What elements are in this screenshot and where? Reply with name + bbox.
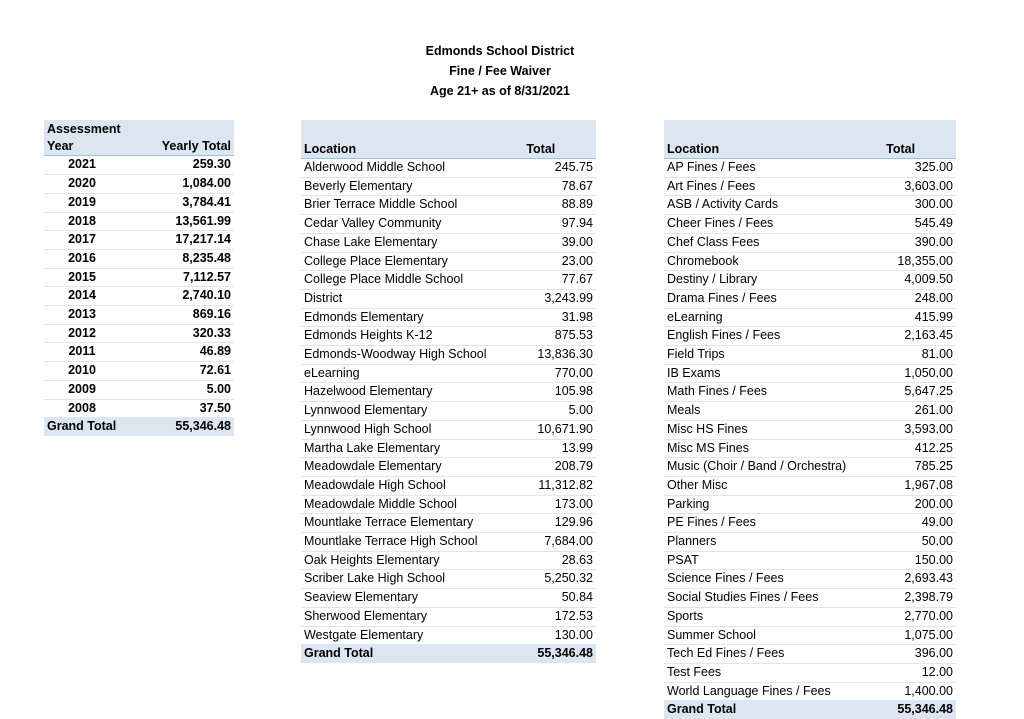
location-row: [301, 439, 596, 458]
assessment-header: Assessment: [44, 120, 234, 138]
location-row: [301, 420, 596, 439]
year-cell: 2009: [44, 380, 120, 399]
location-total-cell: 7,684.00: [523, 533, 596, 552]
fee-name-cell: Field Trips: [664, 346, 883, 365]
report-subtitle: Fine / Fee Waiver: [449, 64, 551, 78]
location-name-cell: Lynnwood High School: [301, 420, 523, 439]
location-row: [301, 383, 596, 402]
fee-total-cell: 2,770.00: [883, 607, 956, 626]
year-row: [44, 343, 234, 362]
fee-row: [664, 364, 956, 383]
location-name-cell: Oak Heights Elementary: [301, 551, 523, 570]
grand-total-value: 55,346.48: [883, 701, 956, 719]
fee-total-cell: 785.25: [883, 458, 956, 477]
location-name-cell: eLearning: [301, 364, 523, 383]
fee-total-cell: 2,163.45: [883, 327, 956, 346]
report-title: Edmonds School District: [425, 44, 575, 58]
year-cell: 2021: [44, 156, 120, 175]
fee-row: [664, 402, 956, 421]
fee-total-cell: 1,075.00: [883, 626, 956, 645]
year-row: [44, 268, 234, 287]
fee-name-cell: PE Fines / Fees: [664, 514, 883, 533]
fee-name-cell: Misc HS Fines: [664, 420, 883, 439]
fee-row: [664, 346, 956, 365]
yearly-total-column-header: Yearly Total: [120, 138, 234, 156]
fee-row: [664, 271, 956, 290]
location-row: [301, 196, 596, 215]
location-total-cell: 129.96: [523, 514, 596, 533]
fee-total-cell: 3,593.00: [883, 420, 956, 439]
location-row: [301, 476, 596, 495]
location-total-cell: 770.00: [523, 364, 596, 383]
location-name-cell: Meadowdale High School: [301, 476, 523, 495]
fee-total-cell: 415.99: [883, 308, 956, 327]
yearly-total-cell: 869.16: [120, 306, 234, 325]
grand-total-row: [44, 418, 234, 436]
location-name-cell: Lynnwood Elementary: [301, 402, 523, 421]
fee-row: [664, 551, 956, 570]
fee-row: [664, 495, 956, 514]
fee-total-cell: 200.00: [883, 495, 956, 514]
location-total-cell: 77.67: [523, 271, 596, 290]
grand-total-label: Grand Total: [301, 645, 523, 663]
fee-name-cell: Meals: [664, 402, 883, 421]
location-row: [301, 533, 596, 552]
year-column-header: Year: [44, 138, 120, 156]
location-name-cell: Mountlake Terrace High School: [301, 533, 523, 552]
year-cell: 2016: [44, 249, 120, 268]
fee-row: [664, 327, 956, 346]
fee-total-cell: 50.00: [883, 533, 956, 552]
fee-name-cell: Planners: [664, 533, 883, 552]
location-name-cell: Meadowdale Elementary: [301, 458, 523, 477]
fee-name-cell: Parking: [664, 495, 883, 514]
fee-total-cell: 81.00: [883, 346, 956, 365]
yearly-total-cell: 5.00: [120, 380, 234, 399]
fee-row: [664, 383, 956, 402]
fee-name-cell: World Language Fines / Fees: [664, 682, 883, 701]
year-cell: 2020: [44, 175, 120, 194]
year-row: [44, 175, 234, 194]
location-name-cell: Edmonds Heights K-12: [301, 327, 523, 346]
yearly-total-cell: 8,235.48: [120, 249, 234, 268]
fee-row: [664, 215, 956, 234]
location-name-cell: Sherwood Elementary: [301, 607, 523, 626]
location-row: [301, 589, 596, 608]
location-row: [301, 458, 596, 477]
year-cell: 2018: [44, 212, 120, 231]
fee-name-cell: Chromebook: [664, 252, 883, 271]
fee-name-cell: IB Exams: [664, 364, 883, 383]
year-cell: 2013: [44, 306, 120, 325]
location-row: [301, 289, 596, 308]
fee-row: [664, 570, 956, 589]
location-row: [301, 626, 596, 645]
fee-row: [664, 196, 956, 215]
location-total-cell: 39.00: [523, 233, 596, 252]
fee-row: [664, 177, 956, 196]
location-total-cell: 5.00: [523, 402, 596, 421]
fee-row: [664, 308, 956, 327]
fee-name-cell: AP Fines / Fees: [664, 159, 883, 178]
yearly-total-cell: 1,084.00: [120, 175, 234, 194]
location-total-cell: 3,243.99: [523, 289, 596, 308]
location-name-cell: Beverly Elementary: [301, 177, 523, 196]
yearly-total-cell: 7,112.57: [120, 268, 234, 287]
year-cell: 2017: [44, 231, 120, 250]
yearly-total-cell: 17,217.14: [120, 231, 234, 250]
fee-name-cell: Misc MS Fines: [664, 439, 883, 458]
year-cell: 2019: [44, 193, 120, 212]
fee-total-cell: 396.00: [883, 645, 956, 664]
year-row: [44, 193, 234, 212]
fee-total-column-header: Total: [883, 120, 956, 159]
location-row: [301, 327, 596, 346]
location-total-cell: 13,836.30: [523, 346, 596, 365]
location-row: [301, 607, 596, 626]
location-row: [301, 346, 596, 365]
fee-name-cell: Summer School: [664, 626, 883, 645]
location-total-cell: 50.84: [523, 589, 596, 608]
fee-total-cell: 2,693.43: [883, 570, 956, 589]
year-row: [44, 399, 234, 418]
location-name-cell: Hazelwood Elementary: [301, 383, 523, 402]
grand-total-value: 55,346.48: [523, 645, 596, 663]
fee-row: [664, 289, 956, 308]
location-row: [301, 233, 596, 252]
yearly-total-cell: 13,561.99: [120, 212, 234, 231]
location-name-cell: Cedar Valley Community: [301, 215, 523, 234]
fee-name-cell: Social Studies Fines / Fees: [664, 589, 883, 608]
fee-name-cell: Music (Choir / Band / Orchestra): [664, 458, 883, 477]
location-total-table: [301, 120, 596, 663]
fee-location-column-header: Location: [664, 120, 883, 159]
location-total-cell: 875.53: [523, 327, 596, 346]
location-total-cell: 245.75: [523, 159, 596, 178]
fee-total-cell: 2,398.79: [883, 589, 956, 608]
fee-total-cell: 1,400.00: [883, 682, 956, 701]
location-row: [301, 308, 596, 327]
year-cell: 2011: [44, 343, 120, 362]
year-cell: 2010: [44, 362, 120, 381]
fee-total-cell: 1,050.00: [883, 364, 956, 383]
location-total-cell: 31.98: [523, 308, 596, 327]
fee-row: [664, 663, 956, 682]
fee-name-cell: Other Misc: [664, 476, 883, 495]
location-row: [301, 364, 596, 383]
grand-total-value: 55,346.48: [120, 418, 234, 436]
yearly-total-cell: 3,784.41: [120, 193, 234, 212]
year-row: [44, 380, 234, 399]
report-date-line: Age 21+ as of 8/31/2021: [429, 84, 571, 98]
fee-total-cell: 3,603.00: [883, 177, 956, 196]
fee-total-cell: 18,355.00: [883, 252, 956, 271]
fee-name-cell: Tech Ed Fines / Fees: [664, 645, 883, 664]
location-row: [301, 402, 596, 421]
assessment-year-table: [44, 120, 234, 436]
yearly-total-cell: 46.89: [120, 343, 234, 362]
fee-row: [664, 514, 956, 533]
year-row: [44, 249, 234, 268]
fee-total-cell: 545.49: [883, 215, 956, 234]
fee-name-cell: Destiny / Library: [664, 271, 883, 290]
fee-row: [664, 476, 956, 495]
location-total-cell: 10,671.90: [523, 420, 596, 439]
fee-row: [664, 233, 956, 252]
location-total-cell: 173.00: [523, 495, 596, 514]
fee-total-cell: 1,967.08: [883, 476, 956, 495]
year-cell: 2008: [44, 399, 120, 418]
fee-row: [664, 645, 956, 664]
year-cell: 2014: [44, 287, 120, 306]
year-row: [44, 231, 234, 250]
location-total-cell: 208.79: [523, 458, 596, 477]
location-row: [301, 514, 596, 533]
fee-total-cell: 150.00: [883, 551, 956, 570]
fee-total-cell: 49.00: [883, 514, 956, 533]
year-row: [44, 306, 234, 325]
location-total-cell: 130.00: [523, 626, 596, 645]
fee-total-cell: 325.00: [883, 159, 956, 178]
fee-total-cell: 5,647.25: [883, 383, 956, 402]
fee-total-cell: 4,009.50: [883, 271, 956, 290]
location-column-header: Location: [301, 120, 523, 159]
location-row: [301, 551, 596, 570]
grand-total-label: Grand Total: [44, 418, 120, 436]
fee-name-cell: Sports: [664, 607, 883, 626]
fee-total-cell: 390.00: [883, 233, 956, 252]
fee-name-cell: Art Fines / Fees: [664, 177, 883, 196]
fee-row: [664, 439, 956, 458]
yearly-total-cell: 2,740.10: [120, 287, 234, 306]
year-row: [44, 324, 234, 343]
grand-total-row: [664, 701, 956, 719]
fee-name-cell: Chef Class Fees: [664, 233, 883, 252]
location-name-cell: Martha Lake Elementary: [301, 439, 523, 458]
year-row: [44, 287, 234, 306]
location-name-cell: Alderwood Middle School: [301, 159, 523, 178]
location-total-cell: 172.53: [523, 607, 596, 626]
location-name-cell: Westgate Elementary: [301, 626, 523, 645]
total-column-header: Total: [523, 120, 596, 159]
fee-total-cell: 261.00: [883, 402, 956, 421]
year-cell: 2012: [44, 324, 120, 343]
fee-row: [664, 252, 956, 271]
fee-name-cell: Science Fines / Fees: [664, 570, 883, 589]
location-row: [301, 495, 596, 514]
location-name-cell: Seaview Elementary: [301, 589, 523, 608]
location-row: [301, 215, 596, 234]
year-row: [44, 156, 234, 175]
location-name-cell: Chase Lake Elementary: [301, 233, 523, 252]
fee-name-cell: ASB / Activity Cards: [664, 196, 883, 215]
fee-name-cell: Cheer Fines / Fees: [664, 215, 883, 234]
fee-total-cell: 12.00: [883, 663, 956, 682]
fee-name-cell: Test Fees: [664, 663, 883, 682]
fee-name-cell: eLearning: [664, 308, 883, 327]
location-name-cell: Brier Terrace Middle School: [301, 196, 523, 215]
fee-name-cell: English Fines / Fees: [664, 327, 883, 346]
location-total-cell: 97.94: [523, 215, 596, 234]
location-name-cell: Scriber Lake High School: [301, 570, 523, 589]
location-total-cell: 78.67: [523, 177, 596, 196]
fee-row: [664, 159, 956, 178]
location-row: [301, 252, 596, 271]
year-cell: 2015: [44, 268, 120, 287]
location-row: [301, 271, 596, 290]
fee-row: [664, 682, 956, 701]
location-row: [301, 159, 596, 178]
fee-row: [664, 626, 956, 645]
location-row: [301, 570, 596, 589]
location-total-cell: 13.99: [523, 439, 596, 458]
fee-row: [664, 533, 956, 552]
yearly-total-cell: 320.33: [120, 324, 234, 343]
fee-total-cell: 300.00: [883, 196, 956, 215]
fee-name-cell: Math Fines / Fees: [664, 383, 883, 402]
fee-total-cell: 412.25: [883, 439, 956, 458]
location-total-cell: 105.98: [523, 383, 596, 402]
fee-type-total-table: [664, 120, 956, 719]
location-total-cell: 23.00: [523, 252, 596, 271]
fee-name-cell: PSAT: [664, 551, 883, 570]
location-name-cell: Edmonds-Woodway High School: [301, 346, 523, 365]
location-row: [301, 177, 596, 196]
fee-name-cell: Drama Fines / Fees: [664, 289, 883, 308]
yearly-total-cell: 72.61: [120, 362, 234, 381]
fee-total-cell: 248.00: [883, 289, 956, 308]
yearly-total-cell: 37.50: [120, 399, 234, 418]
fee-row: [664, 589, 956, 608]
location-name-cell: Meadowdale Middle School: [301, 495, 523, 514]
location-name-cell: College Place Middle School: [301, 271, 523, 290]
grand-total-row: [301, 645, 596, 663]
location-name-cell: College Place Elementary: [301, 252, 523, 271]
fee-row: [664, 420, 956, 439]
location-total-cell: 28.63: [523, 551, 596, 570]
location-total-cell: 88.89: [523, 196, 596, 215]
fee-row: [664, 458, 956, 477]
location-name-cell: Mountlake Terrace Elementary: [301, 514, 523, 533]
location-total-cell: 11,312.82: [523, 476, 596, 495]
location-name-cell: Edmonds Elementary: [301, 308, 523, 327]
yearly-total-cell: 259.30: [120, 156, 234, 175]
location-total-cell: 5,250.32: [523, 570, 596, 589]
year-row: [44, 212, 234, 231]
year-row: [44, 362, 234, 381]
location-name-cell: District: [301, 289, 523, 308]
fee-row: [664, 607, 956, 626]
grand-total-label: Grand Total: [664, 701, 883, 719]
